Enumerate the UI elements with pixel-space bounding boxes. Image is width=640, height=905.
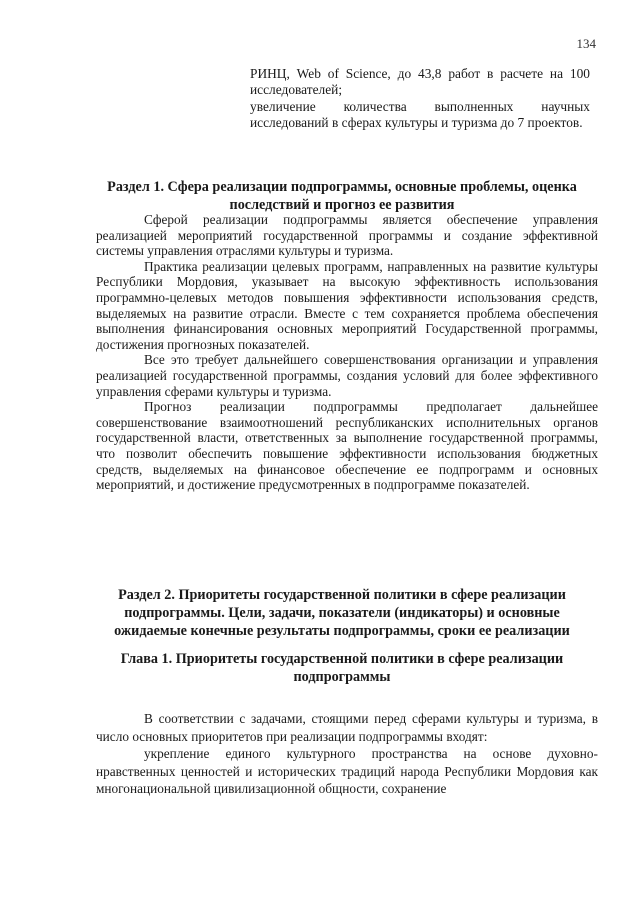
section1-body (96, 212, 598, 493)
section2-heading-line1: Раздел 2. Приоритеты государственной политики в сфере реализации (118, 587, 566, 603)
chapter1-heading-line1: Глава 1. Приоритеты государственной политики в сфере реализации (120, 651, 564, 667)
chapter1-heading (86, 650, 598, 686)
section2-heading-line3: ожидаемые конечные результаты подпрограммы, сроки ее реализации (114, 623, 570, 639)
section1-heading-line2: последствий и прогноз ее развития (229, 197, 455, 213)
intro-line: РИНЦ, Web of Science, до 43,8 работ в расчете на 100 исследователей; (250, 66, 590, 98)
paragraph: Сферой реализации подпрограммы является обеспечение управления реализацией мероприятий государственной программы и создание эффективной системы управления отраслями культуры и туризма. (96, 212, 598, 259)
paragraph: В соответствии с задачами, стоящими перед сферами культуры и туризма, в число основных приоритетов при реализации подпрограммы входят: (96, 711, 598, 744)
paragraph: Все это требует дальнейшего совершенствования организации и управления реализацией государственной программы, создания условий для более эффективного управления сферами культуры и туризма. (96, 352, 598, 399)
chapter1-body (96, 710, 598, 798)
section2-heading (86, 586, 598, 640)
section2-heading-line2: подпрограммы. Цели, задачи, показатели (индикаторы) и основные (124, 605, 560, 621)
intro-line: увеличение количества выполненных научных исследований в сферах культуры и туризма до 7 проектов. (250, 98, 590, 131)
paragraph: укрепление единого культурного пространства на основе духовно-нравственных ценностей и исторических традиций народа Республики Мордовия как многонациональной цивилизационной общности, сохранение (96, 746, 598, 797)
section1-heading (86, 178, 598, 214)
chapter1-heading-line2: подпрограммы (293, 669, 391, 685)
paragraph: Прогноз реализации подпрограммы предполагает дальнейшее совершенствование взаимоотношений республиканских исполнительных органов государственной власти, ответственных за выполнение государственной программы, что позволит обеспечить повышение эффективности использования бюджетных средств, выделяемых на финансовое обеспечение ее подпрограмм и основных мероприятий, и достижение предусмотренных в подпрограмме показателей. (96, 399, 598, 493)
page-number: 134 (576, 36, 596, 51)
paragraph: Практика реализации целевых программ, направленных на развитие культуры Республики Мордовия, указывает на высокую эффективность использования программно-целевых методов повышения эффективности использования средств, выделяемых на развитие отрасли. Вместе с тем сохраняется проблема обеспечения выполнения финансирования основных мероприятий Государственной программы, достижения прогнозных показателей. (96, 258, 598, 352)
intro-list (250, 66, 590, 132)
section1-heading-line1: Раздел 1. Сфера реализации подпрограммы, основные проблемы, оценка (107, 179, 577, 195)
